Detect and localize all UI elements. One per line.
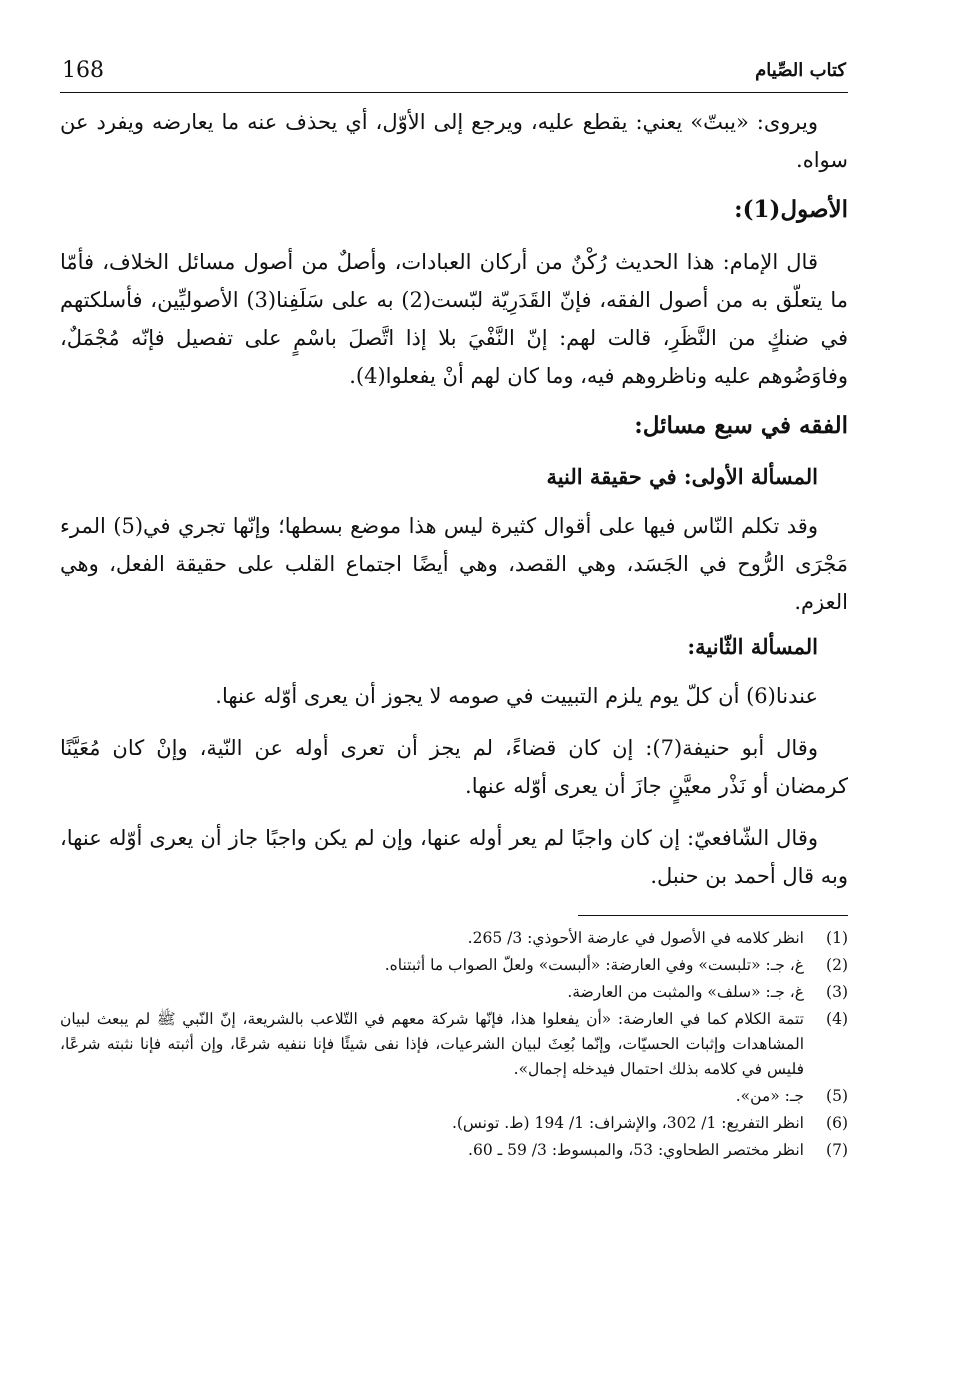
heading-masala-2: المسألة الثّانية:	[687, 634, 818, 659]
heading-fiqh: الفقه في سبع مسائل:	[634, 412, 848, 439]
footnote-text: غ، جـ: «تلبست» وفي العارضة: «ألبست» ولعلّ الصواب ما أثبتناه.	[384, 956, 804, 974]
footnote-text: تتمة الكلام كما في العارضة: «أن يفعلوا هذا، فإنّها شركة معهم في التّلاعب بالشريعة، إنّ النّبي ﷺ لم يبعث لبيان المشاهدات وإثبات الحسيّات، وإنّما بُعِثَ لبيان الشرعيات، فإذا نفى شيئًا فإنا ننفيه شرعًا، وإن أثبته فإنا نثبته شرعًا، فليس في كلامه بذلك احتمال فيدخله إجمال».	[60, 1010, 804, 1078]
footnote-7	[60, 1138, 848, 1163]
footnote-number: (7)	[826, 1141, 848, 1159]
footnote-text: غ، جـ: «سلف» والمثبت من العارضة.	[567, 983, 804, 1001]
page-number: 168	[62, 58, 104, 83]
footnote-number: (2)	[826, 956, 848, 974]
footnote-number: (4)	[826, 1010, 848, 1028]
main-text	[60, 103, 848, 895]
footnote-text: انظر التفريع: 1/ 302، والإشراف: 1/ 194 (ط. تونس).	[451, 1114, 804, 1132]
footnote-number: (1)	[826, 929, 848, 947]
footnotes	[60, 926, 848, 1163]
usul-paragraph: قال الإمام: هذا الحديث رُكْنٌ من أركان العبادات، وأصلٌ من أصول مسائل الخلاف، فأمّا ما يتعلّق به من أصول الفقه، فإنّ القَدَرِيّة لبّست(2) به على سَلَفِنا(3) الأصوليِّين، فأسلكتهم في ضنكٍ من النَّظَرِ، قالت لهم: إنّ النَّفْيَ بلا إذا اتَّصلَ باسْمٍ على تفصيل فإنّه مُجْمَلٌ، وفاوَضُوهم عليه وناظروهم فيه، وما كان لهم أنْ يفعلوا(4).	[60, 250, 848, 388]
footnote-text: جـ: «من».	[735, 1087, 804, 1105]
footnote-5	[60, 1084, 848, 1109]
footnote-number: (6)	[826, 1114, 848, 1132]
heading-usul: الأصول(1):	[734, 196, 848, 223]
masala-1-paragraph: وقد تكلم النّاس فيها على أقوال كثيرة ليس هذا موضع بسطها؛ وإنّها تجري في(5) المرء مَجْرَى الرُّوح في الجَسَد، وهي القصد، وهي أيضًا اجتماع القلب على حقيقة الفعل، وهي العزم.	[60, 514, 848, 614]
page-header	[60, 52, 848, 93]
book-page	[60, 52, 848, 1352]
masala-2-paragraph-2: وقال أبو حنيفة(7): إن كان قضاءً، لم يجز أن تعرى أوله عن النّية، وإنْ كان مُعَيَّنًا كرمضان أو نَذْر معيَّنٍ جازَ أن يعرى أوّله عنها.	[60, 736, 848, 798]
footnote-number: (3)	[826, 983, 848, 1001]
footnote-text: انظر كلامه في الأصول في عارضة الأحوذي: 3/ 265.	[467, 929, 804, 947]
footnote-number: (5)	[826, 1087, 848, 1105]
footnote-1	[60, 926, 848, 951]
masala-2-paragraph-3: وقال الشّافعيّ: إن كان واجبًا لم يعر أوله عنها، وإن لم يكن واجبًا جاز أن يعرى أوّله عنها، وبه قال أحمد بن حنبل.	[60, 826, 848, 888]
footnote-3	[60, 980, 848, 1005]
footnote-divider	[578, 915, 848, 916]
intro-paragraph: ويروى: «يبتّ» يعني: يقطع عليه، ويرجع إلى الأوّل، أي يحذف عنه ما يعارضه ويفرد عن سواه.	[60, 110, 848, 172]
footnote-6	[60, 1111, 848, 1136]
footnote-text: انظر مختصر الطحاوي: 53، والمبسوط: 3/ 59 ـ 60.	[468, 1141, 804, 1159]
footnote-4	[60, 1007, 848, 1082]
footnote-2	[60, 953, 848, 978]
running-title: كتاب الصِّيام	[755, 60, 846, 81]
heading-masala-1: المسألة الأولى: في حقيقة النية	[546, 464, 818, 489]
masala-2-paragraph-1: عندنا(6) أن كلّ يوم يلزم التبييت في صومه لا يجوز أن يعرى أوّله عنها.	[215, 684, 818, 708]
